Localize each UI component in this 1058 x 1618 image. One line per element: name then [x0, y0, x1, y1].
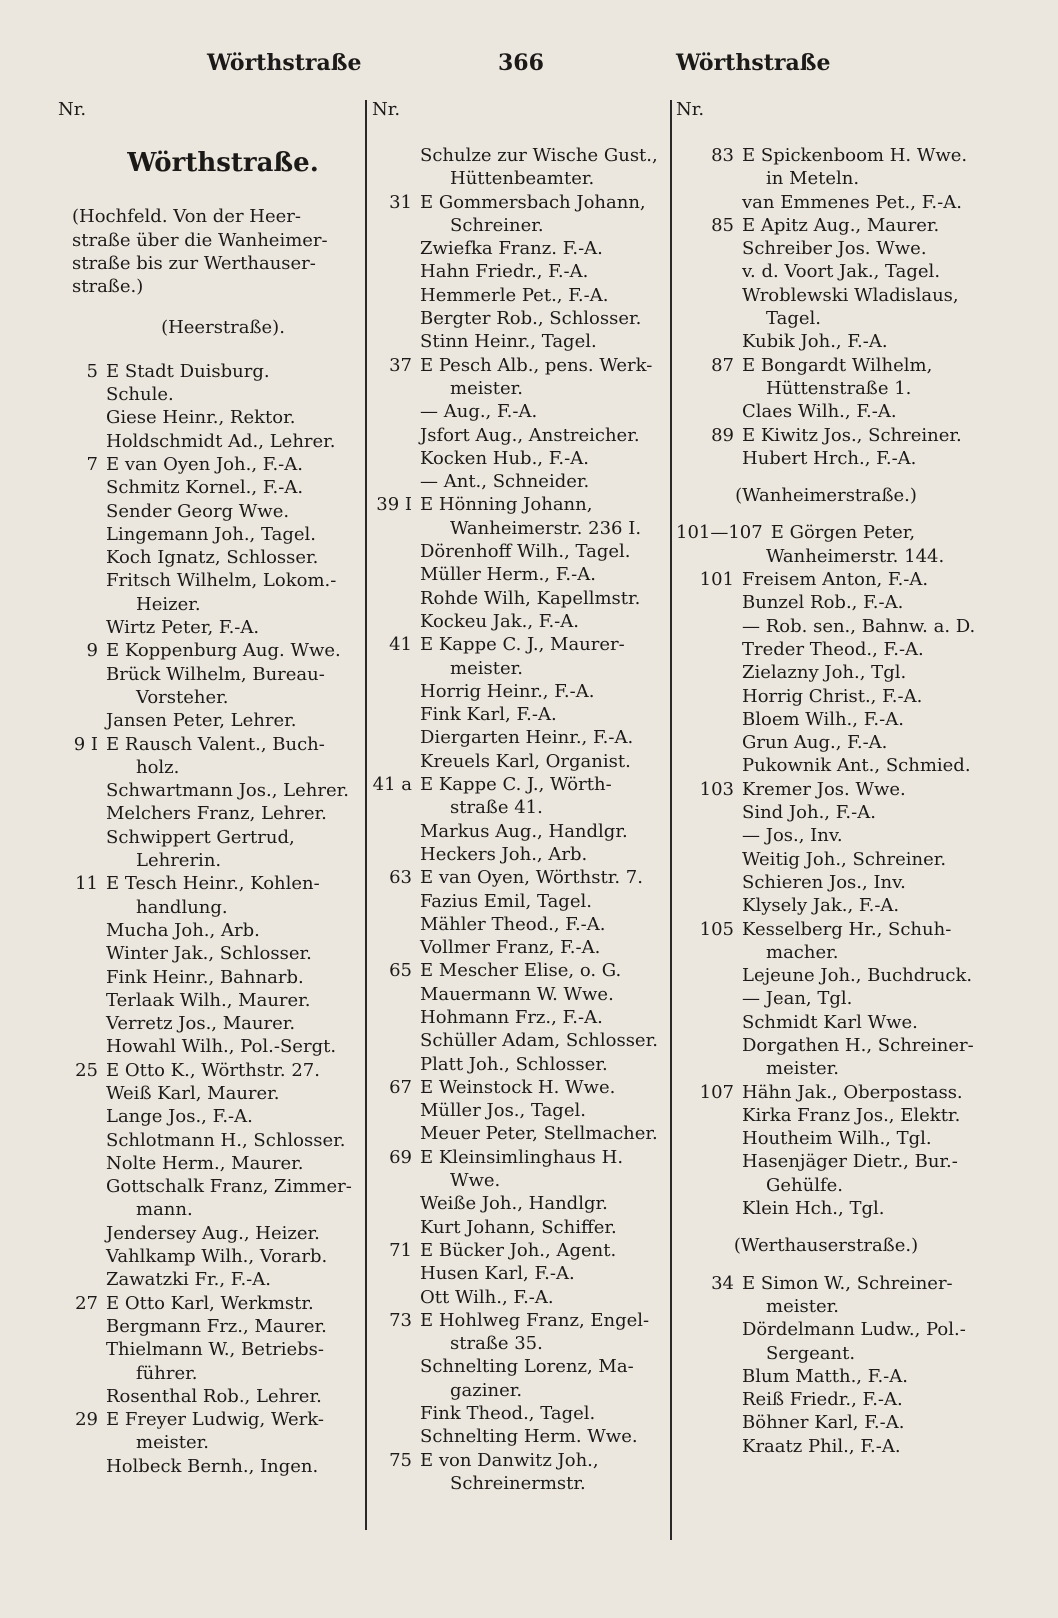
house-number: 9 I — [73, 733, 98, 755]
directory-entry: Howahl Wilh., Pol.-Sergt. — [106, 1036, 337, 1058]
entry-text: Kremer Jos. Wwe. — [742, 778, 906, 800]
directory-entry: Hasenjäger Dietr., Bur.- — [742, 1151, 958, 1173]
house-number: 107 — [699, 1081, 734, 1103]
entry-continuation: meister. — [766, 1058, 839, 1080]
directory-entry — [58, 733, 358, 756]
entries-list — [58, 360, 358, 1478]
directory-entry: Klein Hch., Tgl. — [742, 1198, 885, 1220]
directory-entry: Sender Georg Wwe. — [106, 500, 290, 522]
entry-continuation: Heizer. — [136, 593, 201, 615]
directory-entry: Ott Wilh., F.-A. — [420, 1286, 554, 1308]
house-number: 87 — [711, 354, 734, 376]
entry-text: E Kleinsimlinghaus H. — [420, 1146, 624, 1168]
directory-entry — [58, 453, 358, 476]
column-3 — [676, 98, 976, 1458]
directory-entry: Nolte Herm., Maurer. — [106, 1152, 304, 1174]
directory-entry: Treder Theod., F.-A. — [742, 638, 924, 660]
house-number: 73 — [389, 1309, 412, 1331]
entry-continuation: Gehülfe. — [766, 1174, 844, 1196]
directory-entry — [372, 1449, 667, 1472]
directory-entry: Schnelting Lorenz, Ma- — [420, 1356, 634, 1378]
directory-entry: Hohmann Frz., F.-A. — [420, 1006, 603, 1028]
entry-continuation: meister. — [766, 1295, 839, 1317]
entries-list — [676, 144, 976, 1458]
directory-entry: Dördelmann Ludw., Pol.- — [742, 1319, 966, 1341]
directory-entry — [676, 354, 976, 377]
directory-entry — [58, 360, 358, 383]
directory-entry: Blum Matth., F.-A. — [742, 1365, 908, 1387]
house-number: 5 — [86, 360, 98, 382]
directory-entry: Mauermann W. Wwe. — [420, 983, 614, 1005]
entry-text: E Kappe C. J., Maurer- — [420, 634, 625, 656]
directory-entry: Fink Karl, F.-A. — [420, 704, 557, 726]
directory-entry: Sind Joh., F.-A. — [742, 802, 876, 824]
street-title: Wörthstraße. — [127, 148, 319, 178]
entry-continuation: meister. — [136, 1432, 209, 1454]
directory-entry — [676, 214, 976, 237]
directory-entry: Melchers Franz, Lehrer. — [106, 803, 327, 825]
directory-entry: Müller Jos., Tagel. — [420, 1100, 586, 1122]
directory-entry: Schulze zur Wische Gust., — [420, 145, 658, 166]
directory-entry: Fritsch Wilhelm, Lokom.- — [106, 570, 337, 592]
directory-entry: Dorgathen H., Schreiner- — [742, 1034, 974, 1056]
entry-continuation: Schreiner. — [450, 214, 544, 236]
directory-entry: Lingemann Joh., Tagel. — [106, 523, 316, 545]
house-number: 37 — [389, 354, 412, 376]
entry-text: E Rausch Valent., Buch- — [106, 733, 325, 755]
directory-entry — [676, 1272, 976, 1295]
entry-text: E Bongardt Wilhelm, — [742, 354, 933, 376]
directory-entry: Kubik Joh., F.-A. — [742, 331, 888, 353]
description-line: straße.) — [72, 276, 144, 298]
house-number: 103 — [699, 778, 734, 800]
entry-continuation: Wanheimerstr. 144. — [766, 545, 945, 567]
entry-text: E Kappe C. J., Wörth- — [420, 774, 612, 796]
entry-continuation: mann. — [136, 1199, 193, 1221]
directory-entry: Thielmann W., Betriebs- — [106, 1339, 324, 1361]
directory-entry: Koch Ignatz, Schlosser. — [106, 547, 319, 569]
directory-entry: Kockeu Jak., F.-A. — [420, 610, 579, 632]
page-header — [0, 50, 1058, 90]
house-number: 29 — [75, 1409, 98, 1431]
column-divider — [670, 100, 672, 1540]
directory-entry: Kocken Hub., F.-A. — [420, 447, 589, 469]
house-number: 67 — [389, 1076, 412, 1098]
directory-entry: Brück Wilhelm, Bureau- — [106, 663, 325, 685]
house-number: 34 — [711, 1272, 734, 1294]
entries-list — [372, 144, 667, 1495]
directory-entry: — Jean, Tgl. — [742, 988, 853, 1010]
directory-entry — [372, 1146, 667, 1169]
entry-text: E van Oyen, Wörthstr. 7. — [420, 867, 643, 889]
directory-entry: Schmidt Karl Wwe. — [742, 1011, 918, 1033]
house-number: 75 — [389, 1449, 412, 1471]
directory-entry: Horrig Christ., F.-A. — [742, 685, 923, 707]
directory-entry: Schnelting Herm. Wwe. — [420, 1426, 638, 1448]
directory-entry — [372, 1239, 667, 1262]
directory-entry: Holbeck Bernh., Ingen. — [106, 1455, 319, 1477]
house-number: 63 — [389, 867, 412, 889]
directory-entry: Grun Aug., F.-A. — [742, 732, 888, 754]
directory-entry — [372, 1076, 667, 1099]
directory-entry: Horrig Heinr., F.-A. — [420, 680, 595, 702]
directory-entry: Fazius Emil, Tagel. — [420, 890, 592, 912]
entry-text: E Bücker Joh., Agent. — [420, 1239, 617, 1261]
column-divider — [365, 100, 367, 1530]
column-label: Nr. — [676, 99, 705, 120]
directory-entry: Kurt Johann, Schiffer. — [420, 1216, 617, 1238]
entry-text: E Hohlweg Franz, Engel- — [420, 1309, 650, 1331]
directory-entry: Houtheim Wilh., Tgl. — [742, 1128, 932, 1150]
directory-entry — [58, 1292, 358, 1315]
entry-text: E Apitz Aug., Maurer. — [742, 214, 940, 236]
entry-continuation: Hüttenstraße 1. — [766, 377, 912, 399]
directory-entry: Kirka Franz Jos., Elektr. — [742, 1104, 961, 1126]
directory-entry: Winter Jak., Schlosser. — [106, 943, 312, 965]
entry-continuation: in Meteln. — [766, 168, 860, 190]
directory-entry: Bunzel Rob., F.-A. — [742, 592, 904, 614]
directory-entry: Lange Jos., F.-A. — [106, 1106, 253, 1128]
directory-entry — [372, 354, 667, 377]
directory-entry: — Ant., Schneider. — [420, 471, 590, 493]
house-number: 101—107 — [676, 522, 763, 544]
section-heading: (Wanheimerstraße.) — [735, 485, 917, 507]
directory-entry — [58, 639, 358, 662]
section-heading: (Heerstraße). — [161, 317, 285, 339]
directory-entry: Wirtz Peter, F.-A. — [106, 617, 260, 639]
entry-continuation: holz. — [136, 756, 180, 778]
directory-entry: Holdschmidt Ad., Lehrer. — [106, 430, 336, 452]
directory-entry: Vahlkamp Wilh., Vorarb. — [106, 1246, 328, 1268]
directory-entry: Schwippert Gertrud, — [106, 826, 295, 848]
header-right-street: Wörthstraße — [676, 50, 831, 76]
house-number: 11 — [75, 873, 98, 895]
directory-entry: Claes Wilh., F.-A. — [742, 401, 897, 423]
directory-entry: Schlotmann H., Schlosser. — [106, 1129, 346, 1151]
directory-entry: Klysely Jak., F.-A. — [742, 895, 900, 917]
directory-entry: Diergarten Heinr., F.-A. — [420, 727, 634, 749]
directory-entry: Jsfort Aug., Anstreicher. — [420, 424, 640, 446]
house-number: 27 — [75, 1292, 98, 1314]
directory-entry: Mucha Joh., Arb. — [106, 919, 260, 941]
directory-entry: Schule. — [106, 384, 174, 406]
house-number: 7 — [86, 453, 98, 475]
directory-entry: Heckers Joh., Arb. — [420, 843, 588, 865]
directory-entry — [676, 1081, 976, 1104]
directory-entry: Vollmer Franz, F.-A. — [420, 937, 601, 959]
entry-continuation: Tagel. — [766, 308, 821, 330]
directory-entry: Kreuels Karl, Organist. — [420, 750, 631, 772]
directory-entry: — Aug., F.-A. — [420, 401, 538, 423]
directory-entry: Bergmann Frz., Maurer. — [106, 1315, 327, 1337]
directory-entry: Wroblewski Wladislaus, — [742, 284, 959, 306]
entry-continuation: straße 35. — [450, 1333, 543, 1355]
directory-entry — [58, 1408, 358, 1431]
directory-entry: Giese Heinr., Rektor. — [106, 407, 296, 429]
entry-text: E Otto Karl, Werkmstr. — [106, 1292, 314, 1314]
entry-continuation: meister. — [450, 377, 523, 399]
directory-entry — [372, 959, 667, 982]
directory-entry: Husen Karl, F.-A. — [420, 1263, 575, 1285]
entry-continuation: Vorsteher. — [136, 686, 229, 708]
entry-continuation: handlung. — [136, 896, 228, 918]
entry-continuation: führer. — [136, 1362, 198, 1384]
directory-entry: van Emmenes Pet., F.-A. — [742, 191, 962, 213]
column-label: Nr. — [372, 99, 401, 120]
house-number: 89 — [711, 424, 734, 446]
section-heading: (Werthauserstraße.) — [733, 1235, 919, 1257]
directory-entry: Schieren Jos., Inv. — [742, 871, 906, 893]
directory-entry: Stinn Heinr., Tagel. — [420, 331, 597, 353]
directory-entry — [676, 424, 976, 447]
directory-entry: — Jos., Inv. — [742, 825, 843, 847]
directory-entry: v. d. Voort Jak., Tagel. — [742, 261, 941, 283]
directory-entry — [58, 1059, 358, 1082]
directory-entry: Schüller Adam, Schlosser. — [420, 1030, 658, 1052]
street-description — [58, 205, 358, 298]
entry-continuation: straße 41. — [450, 797, 543, 819]
entry-continuation: Sergeant. — [766, 1342, 856, 1364]
directory-entry: Lejeune Joh., Buchdruck. — [742, 965, 973, 987]
entry-text: E Freyer Ludwig, Werk- — [106, 1409, 324, 1431]
directory-entry: Zwiefka Franz. F.-A. — [420, 238, 603, 260]
page-number: 366 — [498, 50, 544, 76]
directory-entry: Weitig Joh., Schreiner. — [742, 848, 947, 870]
directory-entry — [372, 191, 667, 214]
column-1 — [58, 98, 358, 1478]
house-number: 41 a — [372, 774, 412, 796]
house-number: 69 — [389, 1146, 412, 1168]
directory-entry: Markus Aug., Handlgr. — [420, 820, 628, 842]
entry-text: E Kiwitz Jos., Schreiner. — [742, 424, 962, 446]
entry-text: E Hönning Johann, — [420, 494, 593, 516]
directory-entry: Bloem Wilh., F.-A. — [742, 708, 904, 730]
directory-entry: Zawatzki Fr., F.-A. — [106, 1269, 271, 1291]
directory-entry — [676, 144, 976, 167]
directory-entry — [372, 493, 667, 516]
directory-entry — [58, 872, 358, 895]
directory-entry: Dörenhoff Wilh., Tagel. — [420, 541, 631, 563]
entry-text: Freisem Anton, F.-A. — [742, 569, 929, 591]
directory-entry: Bergter Rob., Schlosser. — [420, 308, 642, 330]
entry-text: E Stadt Duisburg. — [106, 360, 270, 382]
entry-text: E Mescher Elise, o. G. — [420, 960, 622, 982]
house-number: 85 — [711, 214, 734, 236]
house-number: 39 I — [376, 494, 412, 516]
directory-entry — [676, 918, 976, 941]
directory-entry: — Rob. sen., Bahnw. a. D. — [742, 615, 976, 637]
column-2 — [372, 98, 667, 1495]
directory-entry: Schwartmann Jos., Lehrer. — [106, 780, 349, 802]
entry-text: E von Danwitz Joh., — [420, 1449, 599, 1471]
entry-text: E Spickenboom H. Wwe. — [742, 145, 968, 166]
directory-entry: Fink Theod., Tagel. — [420, 1403, 596, 1425]
directory-entry: Gottschalk Franz, Zimmer- — [106, 1176, 352, 1198]
directory-entry: Mähler Theod., F.-A. — [420, 913, 606, 935]
entry-text: E Pesch Alb., pens. Werk- — [420, 354, 653, 376]
directory-entry: Rosenthal Rob., Lehrer. — [106, 1385, 322, 1407]
directory-entry: Verretz Jos., Maurer. — [106, 1013, 296, 1035]
directory-entry: Hubert Hrch., F.-A. — [742, 447, 917, 469]
directory-entry: Reiß Friedr., F.-A. — [742, 1389, 903, 1411]
house-number: 41 — [389, 634, 412, 656]
entry-text: E Görgen Peter, — [770, 522, 916, 544]
house-number: 31 — [389, 191, 412, 213]
directory-entry: Schmitz Kornel., F.-A. — [106, 477, 304, 499]
directory-entry: Fink Heinr., Bahnarb. — [106, 966, 304, 988]
directory-entry: Weiße Joh., Handlgr. — [420, 1193, 608, 1215]
entry-text: Hähn Jak., Oberpostass. — [742, 1081, 963, 1103]
description-line: straße über die Wanheimer- — [72, 229, 328, 251]
description-line: straße bis zur Werthauser- — [72, 252, 316, 274]
directory-entry — [372, 1309, 667, 1332]
entry-text: E Simon W., Schreiner- — [742, 1272, 953, 1294]
directory-entry: Kraatz Phil., F.-A. — [742, 1435, 901, 1457]
house-number: 65 — [389, 960, 412, 982]
entry-continuation: macher. — [766, 941, 839, 963]
header-left-street: Wörthstraße — [207, 50, 362, 76]
description-line: (Hochfeld. Von der Heer- — [72, 206, 301, 228]
entry-continuation: Lehrerin. — [136, 850, 222, 872]
house-number: 101 — [699, 569, 734, 591]
directory-entry: Terlaak Wilh., Maurer. — [106, 989, 311, 1011]
entry-text: E Gommersbach Johann, — [420, 191, 646, 213]
house-number: 83 — [711, 145, 734, 166]
directory-entry — [372, 773, 667, 796]
directory-entry: Hemmerle Pet., F.-A. — [420, 284, 609, 306]
directory-entry: Hahn Friedr., F.-A. — [420, 261, 589, 283]
directory-entry: Pukownik Ant., Schmied. — [742, 755, 971, 777]
entry-text: Kesselberg Hr., Schuh- — [742, 918, 952, 940]
directory-entry: Rohde Wilh, Kapellmstr. — [420, 587, 641, 609]
column-label: Nr. — [58, 99, 87, 120]
directory-entry: Böhner Karl, F.-A. — [742, 1412, 905, 1434]
directory-entry: Zielazny Joh., Tgl. — [742, 662, 907, 684]
house-number: 9 — [86, 640, 98, 662]
directory-entry: Jansen Peter, Lehrer. — [106, 710, 297, 732]
directory-entry: Meuer Peter, Stellmacher. — [420, 1123, 658, 1145]
directory-entry — [676, 521, 976, 544]
directory-entry — [676, 568, 976, 591]
entry-continuation: Wwe. — [450, 1170, 501, 1192]
entry-text: E van Oyen Joh., F.-A. — [106, 453, 303, 475]
house-number: 71 — [389, 1239, 412, 1261]
directory-entry: Schreiber Jos. Wwe. — [742, 238, 927, 260]
directory-entry — [676, 778, 976, 801]
house-number: 25 — [75, 1059, 98, 1081]
directory-entry: Weiß Karl, Maurer. — [106, 1082, 280, 1104]
entry-text: E Tesch Heinr., Kohlen- — [106, 873, 320, 895]
directory-entry — [372, 633, 667, 656]
directory-entry: Platt Joh., Schlosser. — [420, 1053, 608, 1075]
entry-text: E Koppenburg Aug. Wwe. — [106, 640, 341, 662]
entry-continuation: Wanheimerstr. 236 I. — [450, 517, 642, 539]
directory-entry — [372, 866, 667, 889]
entry-continuation: Hüttenbeamter. — [450, 168, 595, 190]
entry-continuation: Schreinermstr. — [450, 1472, 586, 1494]
entry-text: E Otto K., Wörthstr. 27. — [106, 1059, 320, 1081]
house-number: 105 — [699, 918, 734, 940]
entry-text: E Weinstock H. Wwe. — [420, 1076, 616, 1098]
entry-continuation: meister. — [450, 657, 523, 679]
directory-entry: Müller Herm., F.-A. — [420, 564, 596, 586]
entry-continuation: gaziner. — [450, 1379, 523, 1401]
directory-entry: Jendersey Aug., Heizer. — [106, 1222, 320, 1244]
